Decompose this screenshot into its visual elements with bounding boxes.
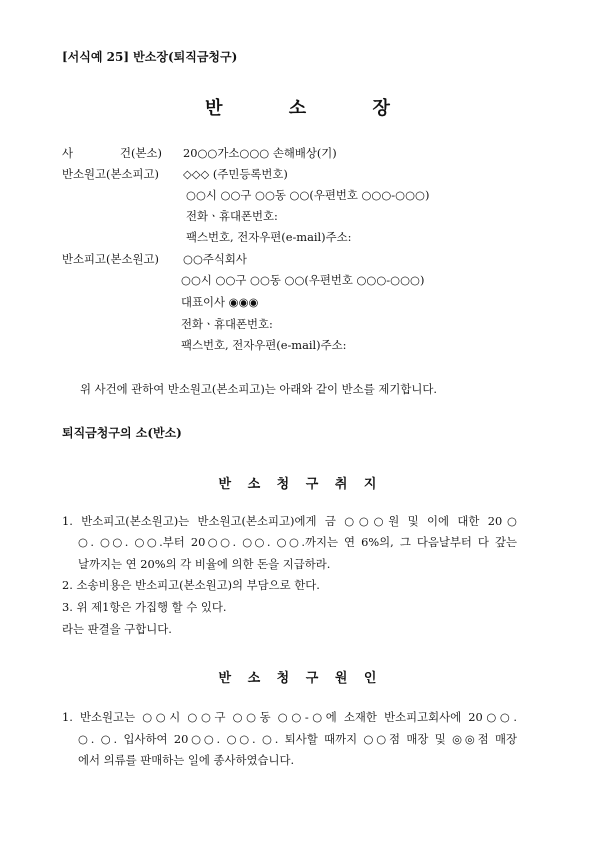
purpose-item3: 3. 위 제1항은 가집행 할 수 있다. xyxy=(62,600,227,614)
counter-plaintiff-label: 반소원고(본소피고) xyxy=(62,167,159,181)
case-label-left: 사 xyxy=(62,146,74,160)
counter-defendant-label: 반소피고(본소원고) xyxy=(62,252,159,266)
cause-item1-line2: ○. ○. 입사하여 20○○. ○○. ○. 퇴사할 때까지 ○○점 매장 및 ◎◎점 매장 xyxy=(78,732,517,746)
form-label: [서식예 25] 반소장(퇴직금청구) xyxy=(62,50,238,64)
purpose-item2: 2. 소송비용은 반소피고(본소원고)의 부담으로 한다. xyxy=(62,578,320,592)
counter-plaintiff-address: ○○시 ○○구 ○○동 ○○(우편번호 ○○○-○○○) xyxy=(186,188,430,202)
cause-item1-line3: 에서 의류를 판매하는 일에 종사하였습니다. xyxy=(78,753,295,767)
purpose-item1-line1: 1. 반소피고(본소원고)는 반소원고(본소피고)에게 금 ○○○원 및 이에 대한 20○ xyxy=(62,514,517,528)
purpose-item1-line2: ○. ○○. ○○.부터 20○○. ○○. ○○.까지는 연 6%의, 그 다음날부터 다 갚는 xyxy=(78,535,517,549)
counter-defendant-representative: 대표이사 ◉◉◉ xyxy=(181,295,259,309)
counter-plaintiff-phone: 전화ㆍ휴대폰번호: xyxy=(186,209,278,223)
intro-paragraph: 위 사건에 관하여 반소원고(본소피고)는 아래와 같이 반소를 제기합니다. xyxy=(80,382,437,396)
counter-plaintiff-fax-email: 팩스번호, 전자우편(e-mail)주소: xyxy=(186,230,352,244)
counter-defendant-name: ○○주식회사 xyxy=(183,252,247,266)
counter-defendant-phone: 전화ㆍ휴대폰번호: xyxy=(181,317,273,331)
document-title: 반 소 장 xyxy=(205,98,420,119)
case-value: 20○○가소○○○ 손해배상(기) xyxy=(183,146,337,160)
purpose-heading: 반 소 청 구 취 지 xyxy=(218,477,383,492)
cause-heading: 반 소 청 구 원 인 xyxy=(218,671,383,686)
cause-item1-line1: 1. 반소원고는 ○○시 ○○구 ○○동 ○○-○에 소재한 반소피고회사에 20○○. xyxy=(62,710,517,724)
case-label-right: 건(본소) xyxy=(120,146,162,160)
purpose-item1-line3: 날까지는 연 20%의 각 비율에 의한 돈을 지급하라. xyxy=(78,557,331,571)
counter-plaintiff-name: ◇◇◇ (주민등록번호) xyxy=(183,167,288,181)
counter-defendant-fax-email: 팩스번호, 전자우편(e-mail)주소: xyxy=(181,338,347,352)
claim-name: 퇴직금청구의 소(반소) xyxy=(62,426,182,440)
purpose-closing: 라는 판결을 구합니다. xyxy=(62,622,172,636)
counter-defendant-address: ○○시 ○○구 ○○동 ○○(우편번호 ○○○-○○○) xyxy=(181,273,425,287)
